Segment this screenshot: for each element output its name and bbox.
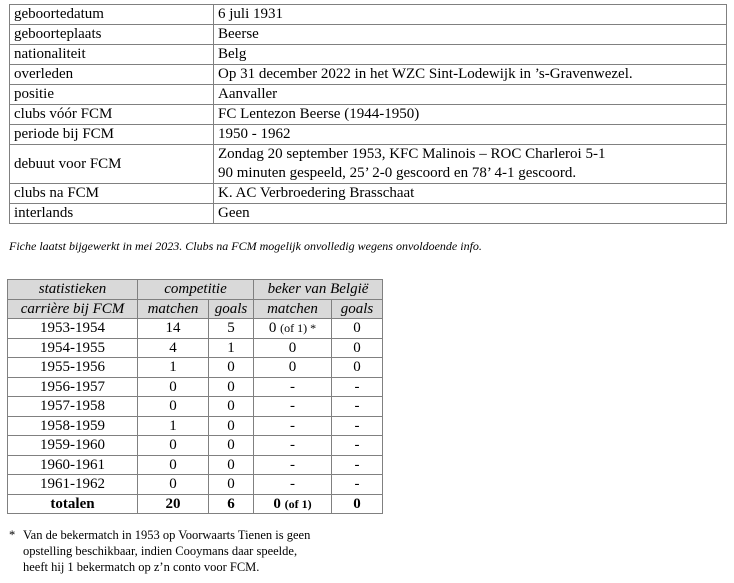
beker-matches-cell xyxy=(254,494,332,514)
info-row xyxy=(10,65,727,85)
info-key: geboortedatum xyxy=(10,5,214,25)
beker-matches-cell xyxy=(254,338,332,358)
info-row xyxy=(10,184,727,204)
stats-season-row xyxy=(8,358,383,378)
competitie-matches-cell: 1 xyxy=(138,358,209,378)
info-key: geboorteplaats xyxy=(10,25,214,45)
beker-matches-value: - xyxy=(290,456,295,473)
season-cell: 1957-1958 xyxy=(8,397,138,417)
footnote-line-1 xyxy=(9,527,310,543)
footnote-text-1: Van de bekermatch in 1953 op Voorwaarts Tienen is geen xyxy=(23,528,311,542)
beker-matches-value: 0 xyxy=(268,320,277,336)
stats-total-row xyxy=(8,494,383,514)
update-note: Fiche laatst bijgewerkt in mei 2023. Clubs na FCM mogelijk onvolledig wegens onvoldoende info. xyxy=(9,239,482,253)
stats-season-row xyxy=(8,455,383,475)
info-row xyxy=(10,204,727,224)
competitie-goals-header: goals xyxy=(209,299,254,319)
beker-matches-cell xyxy=(254,397,332,417)
info-key: clubs na FCM xyxy=(10,184,214,204)
beker-goals-cell: 0 xyxy=(332,494,383,514)
beker-matches-value: 0 xyxy=(288,339,297,356)
competitie-matches-cell: 0 xyxy=(138,377,209,397)
competitie-goals-cell: 0 xyxy=(209,358,254,378)
beker-matches-cell xyxy=(254,377,332,397)
stats-header-row-1 xyxy=(8,280,383,300)
info-value: 1950 - 1962 xyxy=(214,125,727,145)
beker-matches-cell xyxy=(254,475,332,495)
info-value: Aanvaller xyxy=(214,85,727,105)
season-cell: 1955-1956 xyxy=(8,358,138,378)
beker-goals-cell: - xyxy=(332,475,383,495)
beker-matches-value: - xyxy=(290,437,295,453)
player-info-body xyxy=(10,5,727,224)
beker-matches-cell xyxy=(254,416,332,436)
competitie-matches-cell: 20 xyxy=(138,494,209,514)
competitie-header: competitie xyxy=(138,280,254,300)
beker-goals-cell: 0 xyxy=(332,338,383,358)
competitie-goals-cell: 6 xyxy=(209,494,254,514)
stats-season-row xyxy=(8,475,383,495)
stats-season-row xyxy=(8,377,383,397)
info-row-debut xyxy=(10,145,727,184)
player-info-table xyxy=(9,4,727,224)
info-row xyxy=(10,5,727,25)
season-cell: 1960-1961 xyxy=(8,455,138,475)
competitie-goals-cell: 0 xyxy=(209,455,254,475)
info-key: nationaliteit xyxy=(10,45,214,65)
stats-label-line-1: statistieken xyxy=(8,280,138,300)
beker-header: beker van België xyxy=(254,280,383,300)
competitie-goals-cell: 1 xyxy=(209,338,254,358)
beker-goals-header: goals xyxy=(332,299,383,319)
debut-line-2: 90 minuten gespeeld, 25’ 2-0 gescoord en 78’ 4-1 gescoord. xyxy=(218,165,577,181)
footnote xyxy=(9,527,310,575)
beker-matchen-header: matchen xyxy=(254,299,332,319)
beker-matches-value: 0 xyxy=(288,359,297,375)
beker-goals-cell: - xyxy=(332,455,383,475)
beker-matches-value: - xyxy=(290,417,295,434)
beker-matches-value: - xyxy=(290,378,295,395)
competitie-goals-cell: 0 xyxy=(209,377,254,397)
footnote-star: * xyxy=(9,528,16,542)
beker-matches-cell xyxy=(254,358,332,378)
footnote-line-3: heeft hij 1 bekermatch op z’n conto voor FCM. xyxy=(23,560,260,574)
info-row xyxy=(10,45,727,65)
stats-season-row xyxy=(8,319,383,339)
info-key: clubs vóór FCM xyxy=(10,105,214,125)
stats-season-row xyxy=(8,338,383,358)
season-cell: 1956-1957 xyxy=(8,377,138,397)
season-cell: 1961-1962 xyxy=(8,475,138,495)
info-row xyxy=(10,25,727,45)
competitie-goals-cell: 0 xyxy=(209,397,254,417)
season-cell: 1958-1959 xyxy=(8,416,138,436)
info-key: positie xyxy=(10,85,214,105)
stats-season-row xyxy=(8,397,383,417)
competitie-goals-cell: 5 xyxy=(209,319,254,339)
debut-line-1: Zondag 20 september 1953, KFC Malinois – ROC Charleroi 5-1 xyxy=(218,146,606,162)
competitie-goals-cell: 0 xyxy=(209,436,254,456)
beker-goals-cell: - xyxy=(332,397,383,417)
info-value: FC Lentezon Beerse (1944-1950) xyxy=(214,105,727,125)
footnote-line-2: opstelling beschikbaar, indien Cooymans daar speelde, xyxy=(23,544,298,558)
info-key: debuut voor FCM xyxy=(10,145,214,184)
info-value: 6 juli 1931 xyxy=(214,5,727,25)
season-cell: 1953-1954 xyxy=(8,319,138,339)
info-value: Op 31 december 2022 in het WZC Sint-Lodewijk in ’s-Gravenwezel. xyxy=(214,65,727,85)
competitie-goals-cell: 0 xyxy=(209,416,254,436)
season-cell: 1959-1960 xyxy=(8,436,138,456)
beker-goals-cell: - xyxy=(332,377,383,397)
beker-goals-cell: 0 xyxy=(332,358,383,378)
beker-goals-cell: - xyxy=(332,416,383,436)
info-value: K. AC Verbroedering Brasschaat xyxy=(214,184,727,204)
info-value-debut xyxy=(214,145,727,184)
competitie-matches-cell: 1 xyxy=(138,416,209,436)
info-value: Belg xyxy=(214,45,727,65)
competitie-matches-cell: 0 xyxy=(138,397,209,417)
beker-matches-cell xyxy=(254,455,332,475)
info-key: overleden xyxy=(10,65,214,85)
stats-header-row-2 xyxy=(8,299,383,319)
competitie-matches-cell: 0 xyxy=(138,455,209,475)
stats-label-line-2: carrière bij FCM xyxy=(8,299,138,319)
info-key: periode bij FCM xyxy=(10,125,214,145)
competitie-matches-cell: 14 xyxy=(138,319,209,339)
stats-body xyxy=(8,319,383,514)
info-row xyxy=(10,85,727,105)
beker-goals-cell: 0 xyxy=(332,319,383,339)
info-row xyxy=(10,105,727,125)
career-stats-table xyxy=(7,279,383,514)
competitie-matchen-header: matchen xyxy=(138,299,209,319)
beker-matches-extra: (of 1) xyxy=(284,496,312,511)
stats-header xyxy=(8,280,383,319)
beker-matches-value: - xyxy=(290,476,295,492)
season-cell: 1954-1955 xyxy=(8,338,138,358)
beker-matches-value: - xyxy=(290,398,295,414)
competitie-matches-cell: 4 xyxy=(138,338,209,358)
competitie-matches-cell: 0 xyxy=(138,436,209,456)
info-value: Geen xyxy=(214,204,727,224)
beker-matches-cell xyxy=(254,436,332,456)
beker-matches-extra: (of 1) * xyxy=(280,321,317,335)
beker-goals-cell: - xyxy=(332,436,383,456)
stats-season-row xyxy=(8,416,383,436)
info-value: Beerse xyxy=(214,25,727,45)
info-row xyxy=(10,125,727,145)
stats-season-row xyxy=(8,436,383,456)
beker-matches-cell xyxy=(254,319,332,339)
total-label: totalen xyxy=(8,494,138,514)
competitie-matches-cell: 0 xyxy=(138,475,209,495)
info-key: interlands xyxy=(10,204,214,224)
beker-matches-value: 0 xyxy=(273,495,281,512)
competitie-goals-cell: 0 xyxy=(209,475,254,495)
